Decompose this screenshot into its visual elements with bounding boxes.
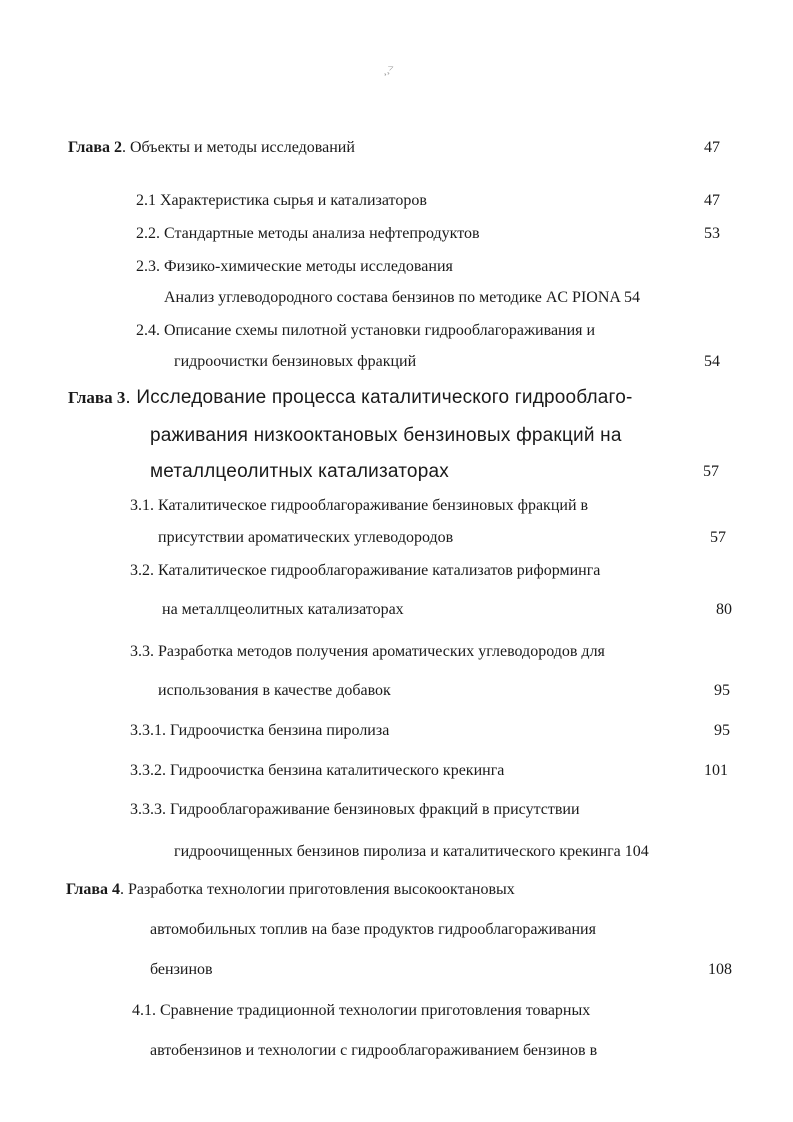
toc-section-3-3-3-cont: гидроочищенных бензинов пиролиза и каталитического крекинга 104 bbox=[174, 843, 649, 860]
section-3-1-page: 57 bbox=[710, 529, 726, 546]
toc-section-2-1: 2.1 Характеристика сырья и катализаторов bbox=[136, 192, 427, 209]
toc-section-3-1: 3.1. Каталитическое гидрооблагораживание бензиновых фракций в bbox=[130, 497, 589, 514]
chapter-4-title-line2: автомобильных топлив на базе продуктов гидрооблагораживания bbox=[150, 921, 596, 938]
chapter-2-title: . Объекты и методы исследований bbox=[122, 139, 355, 156]
section-3-3-2-page: 101 bbox=[704, 762, 728, 779]
toc-chapter-3 bbox=[68, 386, 633, 410]
chapter-4-label: Глава 4 bbox=[66, 881, 120, 898]
chapter-2-label: Глава 2 bbox=[68, 139, 122, 156]
chapter-4-title-line1: . Разработка технологии приготовления высокооктановых bbox=[120, 881, 515, 898]
chapter-3-title-line1: . Исследование процесса каталитического гидрооблаго- bbox=[125, 387, 633, 408]
toc-section-3-3-3: 3.3.3. Гидрооблагораживание бензиновых фракций в присутствии bbox=[130, 801, 580, 818]
toc-section-2-4-cont: гидроочистки бензиновых фракций bbox=[174, 353, 417, 370]
toc-section-2-2: 2.2. Стандартные методы анализа нефтепродуктов bbox=[136, 225, 480, 242]
section-2-1-page: 47 bbox=[704, 192, 720, 209]
toc-section-3-3: 3.3. Разработка методов получения ароматических углеводородов для bbox=[130, 643, 605, 660]
section-3-2-page: 80 bbox=[716, 601, 732, 618]
toc-section-3-1-cont: присутствии ароматических углеводородов bbox=[158, 529, 454, 546]
toc-section-4-1: 4.1. Сравнение традиционной технологии приготовления товарных bbox=[132, 1002, 591, 1019]
toc-section-3-2-cont: на металлцеолитных катализаторах bbox=[162, 601, 404, 618]
toc-section-3-3-1: 3.3.1. Гидроочистка бензина пиролиза bbox=[130, 722, 390, 739]
chapter-3-title-line2: раживания низкооктановых бензиновых фракций на bbox=[150, 425, 622, 446]
chapter-2-page: 47 bbox=[704, 139, 720, 156]
section-3-3-1-page: 95 bbox=[714, 722, 730, 739]
chapter-4-page: 108 bbox=[708, 961, 732, 978]
toc-section-2-3: 2.3. Физико-химические методы исследования bbox=[136, 258, 453, 275]
chapter-3-label: Глава 3 bbox=[68, 388, 126, 407]
chapter-4-title-line3: бензинов bbox=[150, 961, 213, 978]
toc-section-4-1-cont: автобензинов и технологии с гидрооблагораживанием бензинов в bbox=[150, 1042, 598, 1059]
toc-section-3-2: 3.2. Каталитическое гидрооблагораживание катализатов риформинга bbox=[130, 562, 601, 579]
section-2-4-page: 54 bbox=[704, 353, 720, 370]
section-2-2-page: 53 bbox=[704, 225, 720, 242]
toc-section-3-3-cont: использования в качестве добавок bbox=[158, 682, 391, 699]
toc-chapter-2 bbox=[68, 138, 355, 158]
section-3-3-page: 95 bbox=[714, 682, 730, 699]
scan-mark: ¸¸> bbox=[380, 62, 396, 77]
toc-chapter-4 bbox=[66, 880, 515, 900]
toc-section-3-3-2: 3.3.2. Гидроочистка бензина каталитического крекинга bbox=[130, 762, 505, 779]
chapter-3-page: 57 bbox=[703, 463, 719, 480]
chapter-3-title-line3: металлцеолитных катализаторах bbox=[150, 461, 449, 482]
toc-section-2-4: 2.4. Описание схемы пилотной установки гидрооблагораживания и bbox=[136, 322, 596, 339]
toc-section-2-3-sub: Анализ углеводородного состава бензинов по методике AC PIONA 54 bbox=[164, 289, 641, 306]
